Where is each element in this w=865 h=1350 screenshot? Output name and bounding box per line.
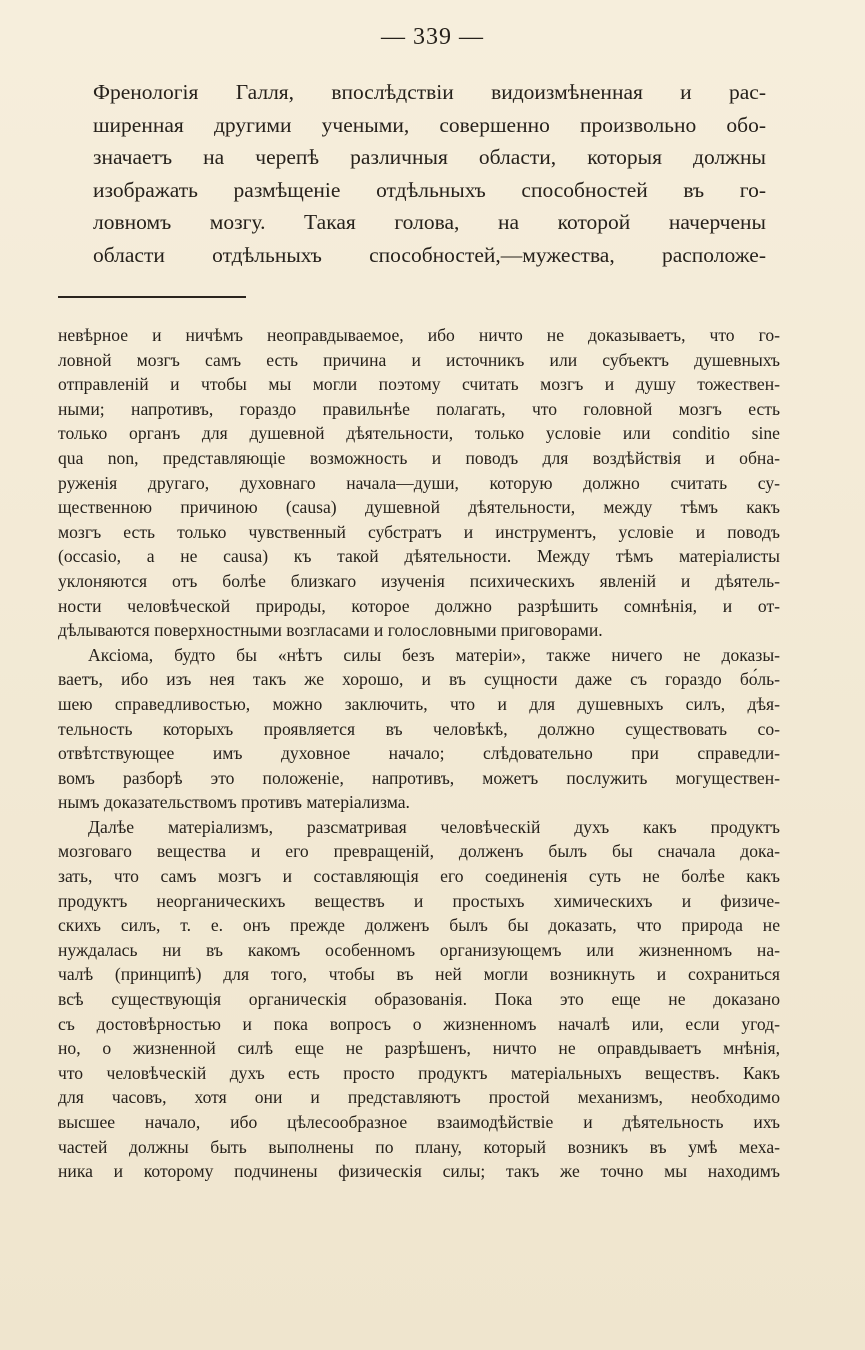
footnote-line: нуждалась ни въ какомъ особенномъ организующемъ или жизненномъ на-	[58, 939, 780, 960]
footnote-line: отвѣтствующее имъ духовное начало; слѣдовательно при справедли-	[58, 743, 780, 764]
main-text-line: изображать размѣщеніе отдѣльныхъ способностей въ го-	[93, 177, 766, 202]
footnote-line: ваетъ, ибо изъ нея такъ же хорошо, и въ сущности даже съ гораздо бо́ль-	[58, 669, 780, 690]
footnote-line: но, о жизненной силѣ еще не разрѣшенъ, ничто не оправдываетъ мнѣнія,	[58, 1038, 780, 1059]
page-number: — 339 —	[381, 24, 484, 50]
footnote-line: Далѣе матеріализмъ, разсматривая человѣческій духъ какъ продуктъ	[88, 816, 780, 837]
main-text-line: ширенная другими учеными, совершенно произвольно обо-	[93, 112, 766, 137]
footnote-line: только органъ для душевной дѣятельности, только условіе или conditio sine	[58, 423, 780, 444]
footnote-line: шею справедливостью, можно заключить, что и для душевныхъ силъ, дѣя-	[58, 693, 780, 714]
footnote-line: зать, что самъ мозгъ и составляющія его соединенія суть не болѣе какъ	[58, 866, 780, 887]
main-text	[93, 76, 766, 271]
footnote-line: руженія другаго, духовнаго начала—души, которую должно считать су-	[58, 472, 780, 493]
footnote-line: дѣлываются поверхностными возгласами и голословными приговорами.	[58, 620, 603, 641]
main-text-line: области отдѣльныхъ способностей,—мужества, расположе-	[93, 242, 766, 267]
footnote-line: мозгъ есть только чувственный субстратъ и инструментъ, условіе и поводъ	[58, 521, 780, 542]
footnote-line: высшее начало, ибо цѣлесообразное взаимодѣйствіе и дѣятельность ихъ	[58, 1112, 780, 1132]
footnote-line: отправленій и чтобы мы могли поэтому считать мозгъ и душу тожествен-	[58, 374, 780, 395]
footnote-line: мозговаго вещества и его превращеній, долженъ былъ бы сначала дока-	[58, 841, 780, 862]
main-text-line: значаетъ на черепѣ различныя области, которыя должны	[93, 145, 766, 169]
footnote-line: продуктъ неорганическихъ веществъ и простыхъ химическихъ и физиче-	[58, 890, 780, 911]
main-text-line: ловномъ мозгу. Такая голова, на которой начерчены	[93, 210, 766, 234]
footnote-line: что человѣческій духъ есть просто продуктъ матеріальныхъ веществъ. Какъ	[58, 1062, 780, 1083]
footnote-line: съ достовѣрностью и пока вопросъ о жизненномъ началѣ или, если угод-	[58, 1013, 780, 1034]
footnote-line: Аксіома, будто бы «нѣтъ силы безъ матеріи», также ничего не доказы-	[88, 644, 780, 665]
footnote-line: (occasio, а не causa) къ такой дѣятельности. Между тѣмъ матеріалисты	[58, 546, 780, 567]
footnote-line: скихъ силъ, т. е. онъ прежде долженъ былъ бы доказать, что природа не	[58, 915, 780, 936]
footnote-line: qua non, представляющіе возможность и поводъ для воздѣйствія и обна-	[58, 447, 780, 468]
footnote-line: всѣ существующія органическія образованія. Пока это еще не доказано	[58, 989, 780, 1010]
footnote-line: чалѣ (принципѣ) для того, чтобы въ ней могли возникнуть и сохраниться	[58, 964, 780, 985]
footnote-line: ными; напротивъ, гораздо правильнѣе полагать, что головной мозгъ есть	[58, 398, 780, 419]
footnote-line: ловной мозгъ самъ есть причина и источникъ или субъектъ душевныхъ	[58, 349, 780, 370]
main-text-line: Френологія Галля, впослѣдствіи видоизмѣненная и рас-	[93, 80, 766, 104]
footnote-line: уклоняются отъ болѣе близкаго изученія психическихъ явленій и дѣятель-	[58, 570, 780, 591]
footnote-line: невѣрное и ничѣмъ неоправдываемое, ибо ничто не доказываетъ, что го-	[58, 325, 780, 345]
footnote-line: вомъ разборѣ это положеніе, напротивъ, можетъ послужить могуществен-	[58, 767, 780, 788]
footnote-line: ности человѣческой природы, которое должно разрѣшить сомнѣнія, и от-	[58, 595, 780, 616]
footnote-text	[58, 323, 780, 1184]
footnote-line: тельность которыхъ проявляется въ человѣкѣ, должно существовать со-	[58, 718, 780, 739]
footnote-line: нымъ доказательствомъ противъ матеріализма.	[58, 792, 410, 813]
footnote-line: щественною причиною (causa) душевной дѣятельности, между тѣмъ какъ	[58, 497, 780, 518]
footnote-line: для часовъ, хотя они и представляютъ простой механизмъ, необходимо	[58, 1087, 780, 1108]
footnote-line: частей должны быть выполнены по плану, который возникъ въ умѣ меха-	[58, 1136, 780, 1157]
footnote-line: ника и которому подчинены физическія силы; такъ же точно мы находимъ	[58, 1161, 780, 1182]
footnote-separator	[58, 296, 246, 298]
